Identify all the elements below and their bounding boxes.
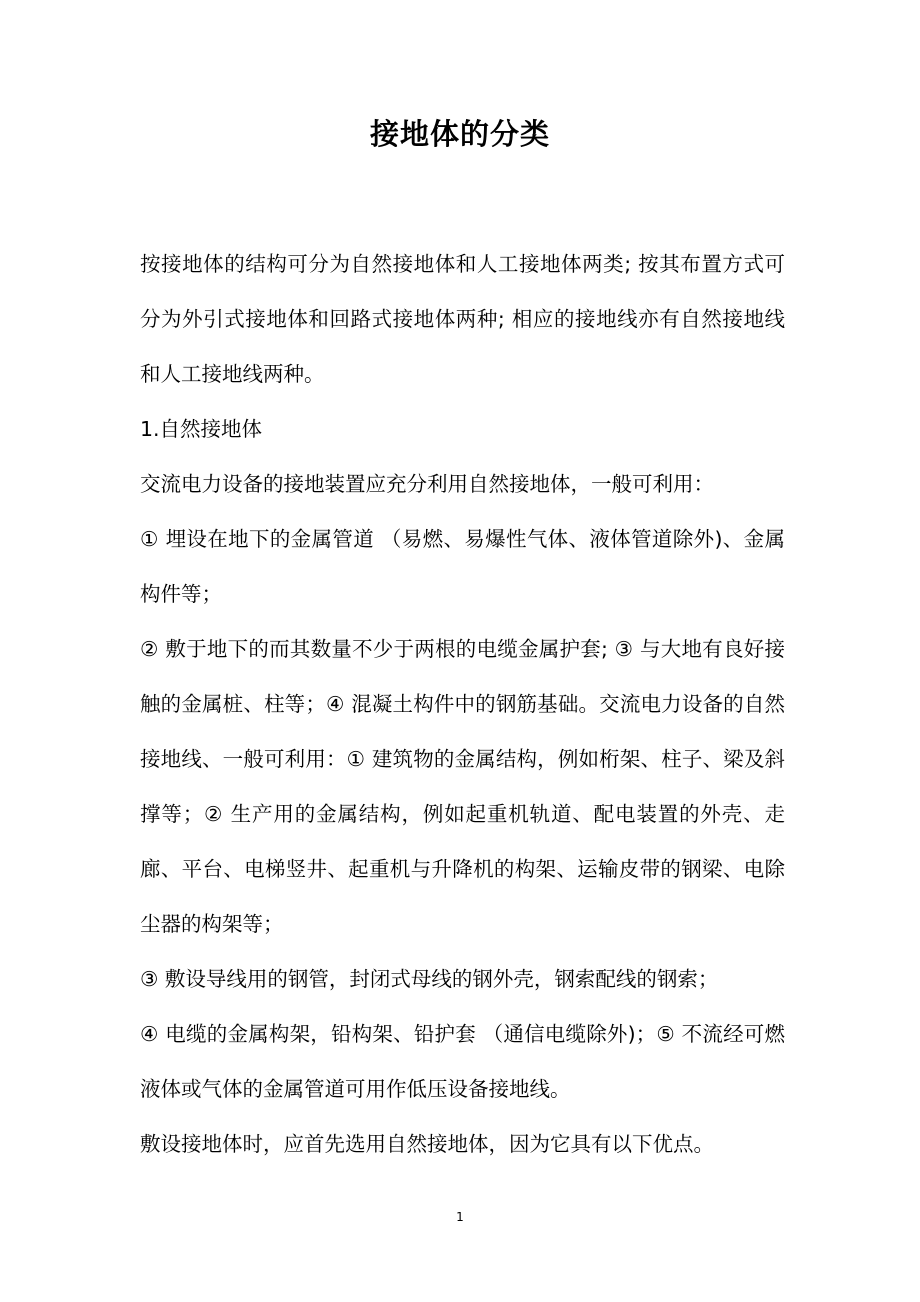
document-title: 接地体的分类 (369, 117, 550, 151)
document-body (140, 237, 785, 1172)
paragraph-items-4-5: ④ 电缆的金属构架，铅构架、铅护套 （通信电缆除外)；⑤ 不流经可燃液体或气体的金属管道可用作低压设备接地线。 (140, 1022, 785, 1101)
paragraph-items-2-4: ② 敷于地下的而其数量不少于两根的电缆金属护套; ③ 与大地有良好接触的金属桩、柱等；④ 混凝土构件中的钢筋基础。交流电力设备的自然接地线、一般可利用：① 建筑物的金属结构，例如桁架、柱子、梁及斜撑等；② 生产用的金属结构，例如起重机轨道、配电装置的外壳、走廊、平台、电梯竖井、起重机与升降机的构架、运输皮带的钢梁、电除尘器的构架等； (140, 637, 785, 936)
paragraph-advantages: 敷设接地体时，应首先选用自然接地体，因为它具有以下优点。 (140, 1132, 714, 1156)
page-number: 1 (456, 1210, 464, 1224)
section-heading-natural-electrode: 1.自然接地体 (140, 417, 263, 441)
paragraph-intro: 按接地体的结构可分为自然接地体和人工接地体两类; 按其布置方式可分为外引式接地体和回路式接地体两种; 相应的接地线亦有自然接地线和人工接地线两种。 (140, 252, 785, 386)
paragraph-item-1: ① 埋设在地下的金属管道 （易燃、易爆性气体、液体管道除外)、金属构件等； (140, 527, 785, 606)
paragraph-item-3-conduit: ③ 敷设导线用的钢管，封闭式母线的钢外壳，钢索配线的钢索； (140, 967, 719, 991)
paragraph-natural-electrode-intro: 交流电力设备的接地装置应充分利用自然接地体，一般可利用： (140, 472, 714, 496)
